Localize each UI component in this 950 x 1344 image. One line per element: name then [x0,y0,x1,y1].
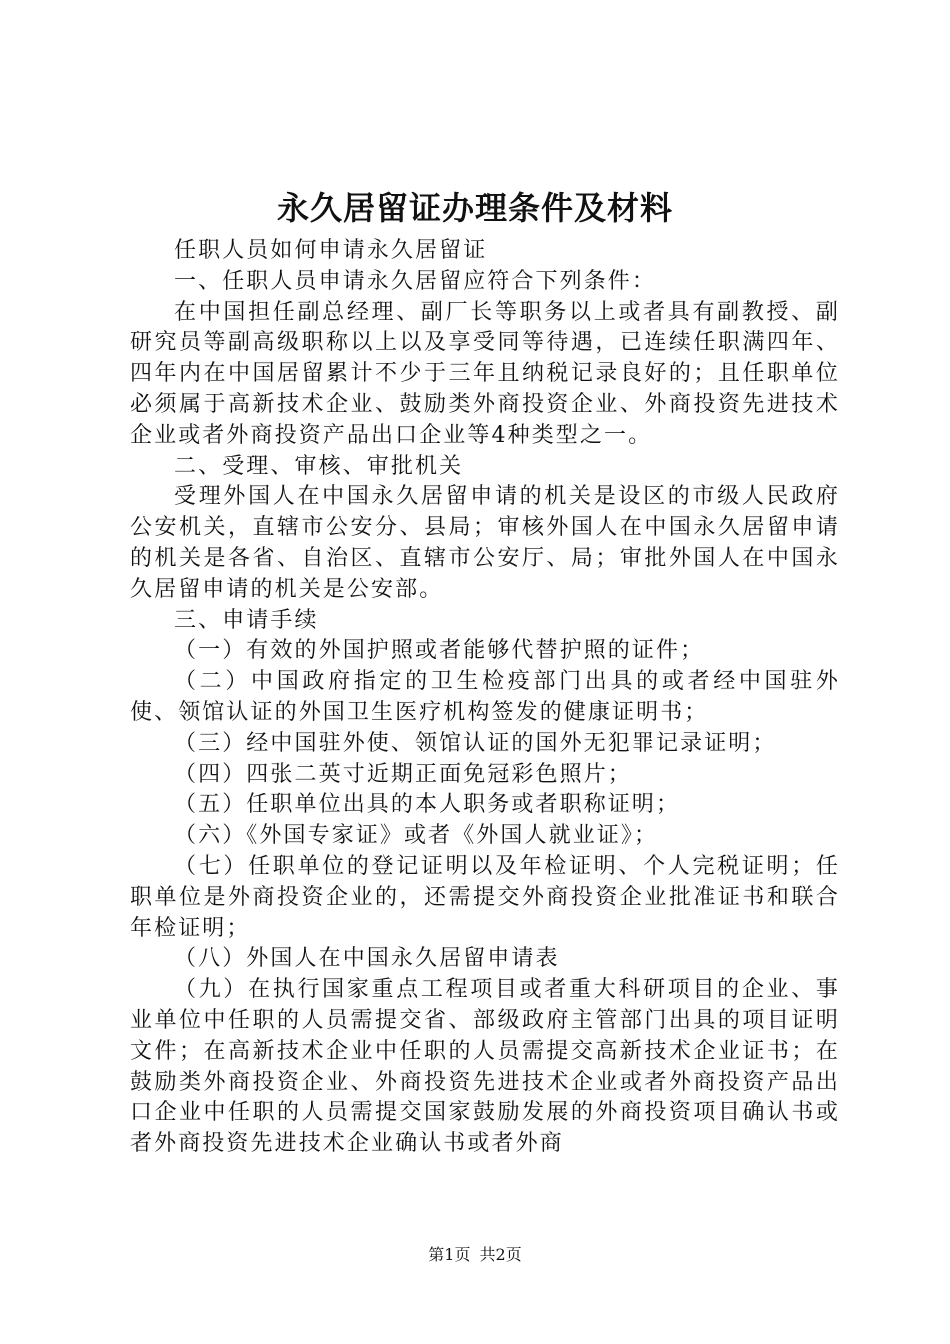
paragraph: （六）《外国专家证》或者《外国人就业证》； [174,823,659,849]
paragraph: （二）中国政府指定的卫生检疫部门出具的或者经中国驻外使、领馆认证的外国卫生医疗机构签发的健康证明书； [130,669,840,725]
paragraph: （九）在执行国家重点工程项目或者重大科研项目的企业、事业单位中任职的人员需提交省、部级政府主管部门出具的项目证明文件；在高新技术企业中任职的人员需提交高新技术企业证书；在鼓励类外商投资企业、外商投资先进技术企业或者外商投资产品出口企业中任职的人员需提交国家鼓励发展的外商投资项目确认书或者外商投资先进技术企业确认书或者外商 [130,977,840,1157]
paragraph: 三、申请手续 [174,607,319,633]
paragraph: 任职人员如何申请永久居留证 [174,238,488,263]
paragraph: （三）经中国驻外使、领馆认证的国外无犯罪记录证明； [174,730,777,756]
document-body [130,236,840,1160]
paragraph: 在中国担任副总经理、副厂长等职务以上或者具有副教授、副研究员等副高级职称以上以及享受同等待遇，已连续任职满四年、四年内在中国居留累计不少于三年且纳税记录良好的；且任职单位必须属于高新技术企业、鼓励类外商投资企业、外商投资先进技术企业或者外商投资产品出口企业等4种类型之一。 [130,299,840,448]
paragraph: 二、受理、审核、审批机关 [174,453,464,479]
page-footer [0,1244,950,1266]
paragraph: （七）任职单位的登记证明以及年检证明、个人完税证明；任职单位是外商投资企业的，还需提交外商投资企业批准证书和联合年检证明； [130,853,840,941]
paragraph: （四）四张二英寸近期正面免冠彩色照片； [174,761,632,787]
page-total: 共2页 [479,1245,522,1264]
paragraph: 一、任职人员申请永久居留应符合下列条件： [174,268,657,294]
document-title: 永久居留证办理条件及材料 [276,189,673,227]
paragraph: （八）外国人在中国永久居留申请表 [174,946,560,972]
paragraph: 受理外国人在中国永久居留申请的机关是设区的市级人民政府公安机关，直辖市公安分、县局；审核外国人在中国永久居留申请的机关是各省、自治区、直辖市公安厅、局；审批外国人在中国永久居留申请的机关是公安部。 [130,484,840,602]
paragraph: （一）有效的外国护照或者能够代替护照的证件； [174,638,705,664]
page-number: 第1页 [428,1245,471,1264]
paragraph: （五）任职单位出具的本人职务或者职称证明； [174,792,681,818]
